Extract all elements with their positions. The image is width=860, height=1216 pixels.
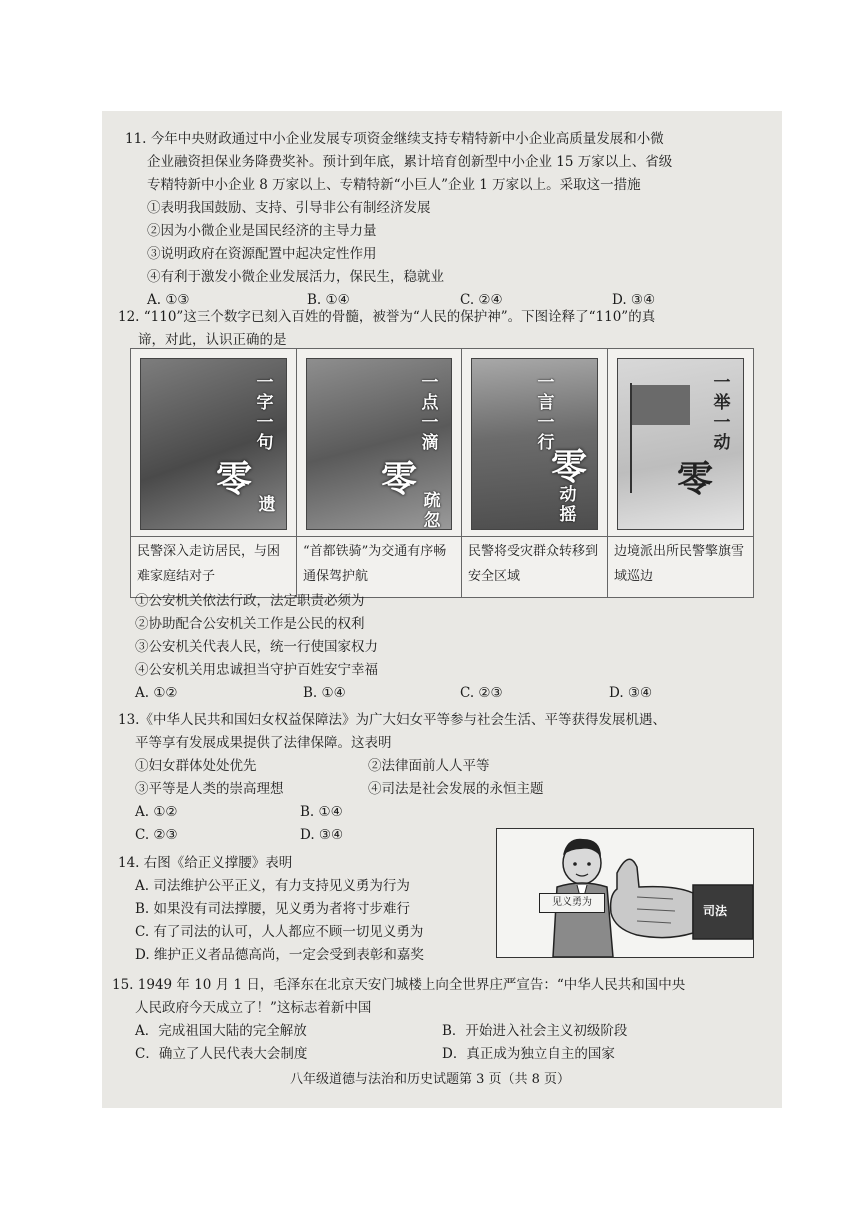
q13-statement-2: ②法律面前人人平等 bbox=[368, 758, 490, 774]
q13-option-b[interactable]: B. ①④ bbox=[300, 804, 343, 820]
q12-statement-1: ①公安机关依法行政，法定职责必须为 bbox=[135, 593, 365, 609]
question-15 bbox=[112, 974, 772, 1066]
q12-photo-2-after: 疏忽 bbox=[423, 491, 441, 530]
question-13 bbox=[118, 709, 768, 847]
q12-caption-2: “首都铁骑”为交通有序畅通保驾护航 bbox=[297, 536, 461, 589]
q11-option-a[interactable]: A. ①③ bbox=[147, 292, 190, 308]
q12-panel-2 bbox=[297, 349, 462, 597]
q12-photo-1-zero: 零 bbox=[215, 458, 252, 500]
q11-statement-2: ②因为小微企业是国民经济的主导力量 bbox=[147, 223, 377, 239]
q12-photo-3 bbox=[471, 358, 598, 530]
q15-stem-line-2: 人民政府今天成立了！”这标志着新中国 bbox=[135, 1000, 372, 1016]
q11-option-d[interactable]: D. ③④ bbox=[612, 292, 656, 308]
q12-stem-line-1: 12. “110”这三个数字已刻入百姓的骨髓，被誉为“人民的保护神”。下图诠释了“110”的真 bbox=[118, 309, 656, 325]
q12-photo-4-zero: 零 bbox=[676, 458, 713, 500]
q15-option-d[interactable]: D．真正成为独立自主的国家 bbox=[442, 1046, 615, 1062]
q13-statement-3: ③平等是人类的崇高理想 bbox=[135, 781, 284, 797]
q12-image-strip bbox=[130, 348, 754, 598]
q13-statement-4: ④司法是社会发展的永恒主题 bbox=[368, 781, 544, 797]
q12-photo-2 bbox=[306, 358, 452, 530]
q12-photo-2-slogan: 一点一滴 bbox=[421, 373, 439, 453]
q12-photo-3-after: 动摇 bbox=[559, 485, 577, 525]
q12-photo-1-after: 遗 bbox=[258, 495, 276, 515]
q14-option-a[interactable]: A. 司法维护公平正义，有力支持见义勇为行为 bbox=[135, 878, 410, 894]
q12-option-c[interactable]: C. ②③ bbox=[460, 685, 503, 701]
q12-panel-4 bbox=[608, 349, 753, 597]
q11-option-b[interactable]: B. ①④ bbox=[307, 292, 350, 308]
q14-option-c[interactable]: C. 有了司法的认可，人人都应不顾一切见义勇为 bbox=[135, 924, 424, 940]
q11-statement-4: ④有利于激发小微企业发展活力，保民生，稳就业 bbox=[147, 269, 444, 285]
q12-photo-4-slogan: 一举一动 bbox=[713, 373, 731, 453]
q12-option-d[interactable]: D. ③④ bbox=[609, 685, 653, 701]
q11-statement-3: ③说明政府在资源配置中起决定性作用 bbox=[147, 246, 377, 262]
q12-statement-2: ②协助配合公安机关工作是公民的权利 bbox=[135, 616, 365, 632]
q15-options-row-2 bbox=[112, 1043, 772, 1066]
q12-statement-3: ③公安机关代表人民，统一行使国家权力 bbox=[135, 639, 378, 655]
q12-photo-1-slogan: 一字一句 bbox=[256, 373, 274, 453]
q13-option-d[interactable]: D. ③④ bbox=[300, 827, 344, 843]
q12-photo-3-zero: 零 bbox=[550, 446, 587, 488]
q12-photo-3-slogan: 一言一行 bbox=[537, 373, 555, 453]
question-12-body bbox=[135, 590, 765, 705]
q13-statements-row-2 bbox=[118, 778, 768, 801]
q12-option-b[interactable]: B. ①④ bbox=[303, 685, 346, 701]
q12-panel-1 bbox=[131, 349, 297, 597]
q13-stem-line-2: 平等享有发展成果提供了法律保障。这表明 bbox=[135, 735, 392, 751]
q13-statement-1: ①妇女群体处处优先 bbox=[135, 758, 257, 774]
q12-option-a[interactable]: A. ①② bbox=[135, 685, 178, 701]
q15-options-row-1 bbox=[112, 1020, 772, 1043]
question-12-stem bbox=[118, 306, 768, 352]
q12-caption-3: 民警将受灾群众转移到安全区域 bbox=[462, 536, 607, 589]
q13-statements-row-1 bbox=[118, 755, 768, 778]
q12-photo-1 bbox=[140, 358, 287, 530]
q13-option-c[interactable]: C. ②③ bbox=[135, 827, 178, 843]
q15-stem-line-1: 15. 1949 年 10 月 1 日，毛泽东在北京天安门城楼上向全世界庄严宣告：“中华人民共和国中央 bbox=[112, 977, 686, 993]
q12-panel-3 bbox=[462, 349, 608, 597]
q11-stem-line-2: 企业融资担保业务降费奖补。预计到年底，累计培育创新型中小企业 15 万家以上、省级 bbox=[147, 154, 673, 170]
q14-sign bbox=[539, 893, 605, 913]
page-footer: 八年级道德与法治和历史试题第 3 页（共 8 页） bbox=[289, 1072, 571, 1087]
q14-sign-label: 见义勇为 bbox=[552, 897, 592, 908]
q12-caption-4: 边境派出所民警擎旗雪域巡边 bbox=[608, 536, 753, 589]
q11-statement-1: ①表明我国鼓励、支持、引导非公有制经济发展 bbox=[147, 200, 431, 216]
q11-option-c[interactable]: C. ②④ bbox=[460, 292, 503, 308]
flag-pole-icon bbox=[630, 383, 632, 493]
q11-stem-line-3: 专精特新中小企业 8 万家以上、专精特新“小巨人”企业 1 万家以上。采取这一措施 bbox=[147, 177, 641, 193]
q12-options bbox=[135, 682, 765, 705]
q12-photo-4 bbox=[617, 358, 744, 530]
q13-option-a[interactable]: A. ①② bbox=[135, 804, 178, 820]
q12-caption-1: 民警深入走访居民，与困难家庭结对子 bbox=[131, 536, 296, 589]
q14-cartoon bbox=[496, 828, 754, 958]
q15-option-a[interactable]: A．完成祖国大陆的完全解放 bbox=[135, 1023, 307, 1039]
q12-statement-4: ④公安机关用忠诚担当守护百姓安宁幸福 bbox=[135, 662, 378, 678]
question-11 bbox=[125, 128, 765, 312]
q11-stem-line-1: 11. 今年中央财政通过中小企业发展专项资金继续支持专精特新中小企业高质量发展和小微 bbox=[125, 131, 664, 147]
q14-stem: 14. 右图《给正义撑腰》表明 bbox=[118, 855, 293, 871]
question-14 bbox=[118, 852, 498, 967]
q13-stem-line-1: 13.《中华人民共和国妇女权益保障法》为广大妇女平等参与社会生活、平等获得发展机遇、 bbox=[118, 712, 666, 728]
q12-stem-line-2: 谛，对此，认识正确的是 bbox=[138, 332, 287, 348]
q12-photo-2-zero: 零 bbox=[380, 458, 417, 500]
q15-option-b[interactable]: B．开始进入社会主义初级阶段 bbox=[442, 1023, 628, 1039]
q14-option-b[interactable]: B. 如果没有司法撑腰，见义勇为者将寸步难行 bbox=[135, 901, 411, 917]
q15-option-c[interactable]: C．确立了人民代表大会制度 bbox=[135, 1046, 308, 1062]
flag-icon bbox=[632, 385, 690, 425]
justice-cartoon-illustration bbox=[497, 829, 753, 957]
q14-sleeve-label: 司法 bbox=[703, 904, 728, 918]
q13-options-row-1 bbox=[118, 801, 768, 824]
q14-option-d[interactable]: D. 维护正义者品德高尚，一定会受到表彰和嘉奖 bbox=[135, 947, 424, 963]
